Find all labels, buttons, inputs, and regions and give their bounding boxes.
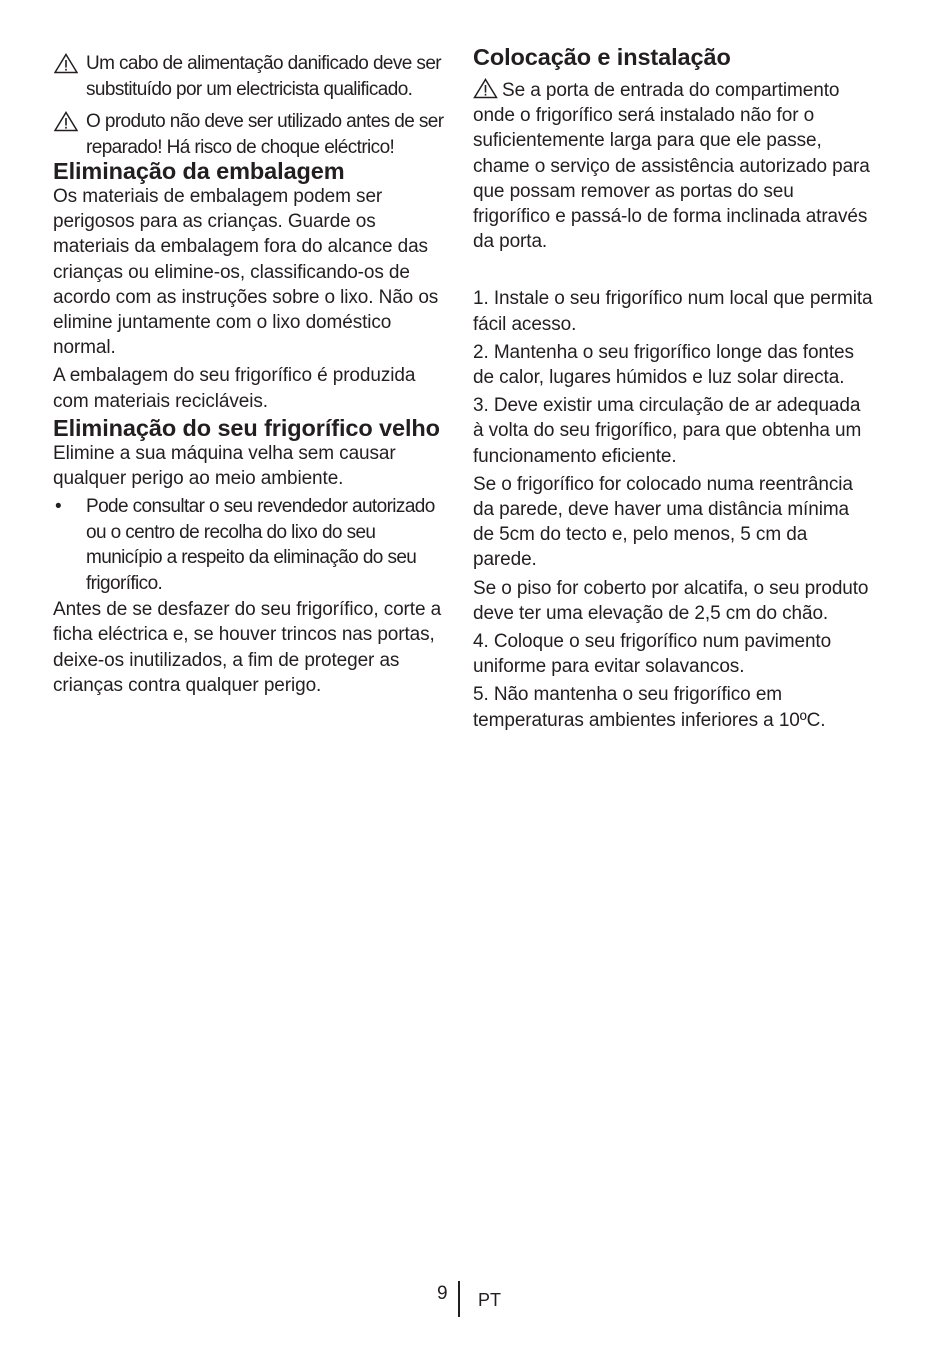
installation-item: 1. Instale o seu frigorífico num local que permita fácil acesso.	[473, 288, 873, 335]
warning-damaged-cable	[53, 51, 448, 102]
old-fridge-bullet	[53, 494, 448, 596]
warning-text: Um cabo de alimentação danificado deve ser substituído por um electricista qualificado.	[86, 53, 442, 100]
installation-item: 4. Coloque o seu frigorífico num pavimento uniforme para evitar solavancos.	[473, 631, 832, 678]
installation-item: Se o frigorífico for colocado numa reentrância da parede, deve haver uma distância mínima de 5cm do tecto e, pelo menos, 5 cm da parede.	[473, 473, 853, 571]
installation-item: Se o piso for coberto por alcatifa, o seu produto deve ter uma elevação de 2,5 cm do chão.	[473, 577, 869, 624]
installation-item: 5. Não mantenha o seu frigorífico em temperaturas ambientes inferiores a 10ºC.	[473, 684, 826, 731]
bullet-dot-icon: •	[55, 496, 62, 518]
page-number: 9	[437, 1283, 448, 1304]
old-fridge-heading: Eliminação do seu frigorífico velho	[53, 414, 440, 441]
warning-triangle-icon	[473, 78, 498, 99]
installation-item: 3. Deve existir uma circulação de ar adequada à volta do seu frigorífico, para que obtenha um funcionamento eficiente.	[473, 395, 862, 467]
footer-divider	[458, 1281, 460, 1317]
warning-triangle-icon	[54, 53, 78, 74]
packaging-heading: Eliminação da embalagem	[53, 158, 345, 184]
old-fridge-intro: Elimine a sua máquina velha sem causar qualquer perigo ao meio ambiente.	[53, 442, 396, 490]
bullet-text: Pode consultar o seu revendedor autorizado ou o centro de recolha do lixo do seu município a respeito da eliminação do seu frigorífico.	[86, 496, 435, 594]
page-footer	[0, 1281, 950, 1321]
installation-heading: Colocação e instalação	[473, 44, 731, 70]
language-code: PT	[478, 1290, 502, 1310]
packaging-paragraph: A embalagem do seu frigorífico é produzida com materiais recicláveis.	[53, 365, 416, 412]
packaging-paragraph: Os materiais de embalagem podem ser perigosos para as crianças. Guarde os materiais da embalagem fora do alcance das crianças ou elimine-os, classificando-os de acordo com as instruções sobre o lixo. Não os elimine juntamente com o lixo doméstico normal.	[53, 186, 439, 359]
installation-item: 2. Mantenha o seu frigorífico longe das fontes de calor, lugares húmidos e luz solar directa.	[473, 341, 854, 389]
installation-warning-text: Se a porta de entrada do compartimento onde o frigorífico será instalado não for o suficientemente larga para que ele passe, chame o serviço de assistência autorizado para que possam remover as portas do seu frigorífico e passá-lo de forma inclinada através da porta.	[473, 80, 870, 253]
warning-triangle-icon	[54, 111, 78, 132]
warning-text: O produto não deve ser utilizado antes de ser reparado! Há risco de choque eléctrico!	[86, 111, 444, 158]
left-column	[53, 0, 448, 701]
warning-do-not-use	[53, 109, 448, 160]
right-column	[473, 0, 873, 736]
installation-warning	[473, 78, 873, 254]
old-fridge-outro: Antes de se desfazer do seu frigorífico, corte a ficha eléctrica e, se houver trincos nas portas, deixe-os inutilizados, a fim de proteger as crianças contra qualquer perigo.	[53, 599, 442, 696]
